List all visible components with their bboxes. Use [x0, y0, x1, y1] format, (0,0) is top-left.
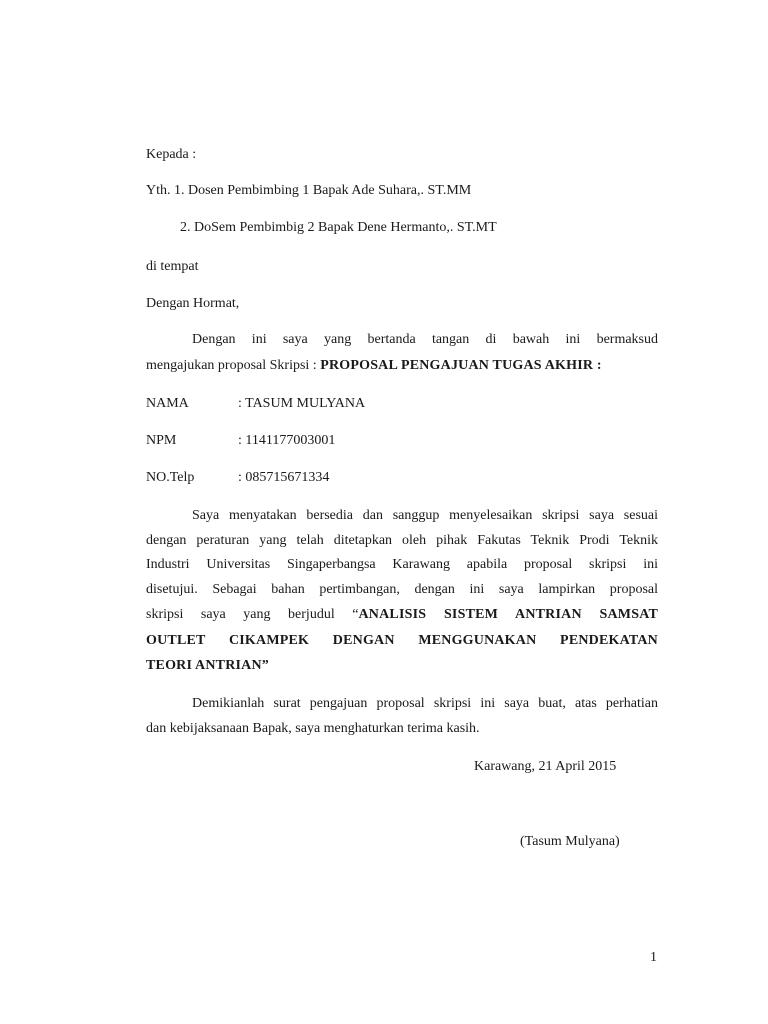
body-line-3: Industri Universitas Singaperbangsa Karawang apabila proposal skripsi ini [146, 557, 658, 572]
field-label: NAMA [146, 396, 189, 411]
field-label: NPM [146, 433, 177, 448]
page-number: 1 [650, 950, 657, 965]
thesis-title-part-3: TEORI ANTRIAN” [146, 658, 269, 673]
proposal-heading: PROPOSAL PENGAJUAN TUGAS AKHIR : [320, 358, 602, 373]
body-line-2: dengan peraturan yang telah ditetapkan oleh pihak Fakutas Teknik Prodi Teknik [146, 533, 658, 548]
body-line-4: disetujui. Sebagai bahan pertimbangan, dengan ini saya lampirkan proposal [146, 582, 658, 597]
recipient-1: Yth. 1. Dosen Pembimbing 1 Bapak Ade Suhara,. ST.MM [146, 183, 472, 198]
place-date: Karawang, 21 April 2015 [474, 759, 617, 774]
recipient-2: 2. DoSem Pembimbig 2 Bapak Dene Hermanto,. ST.MT [180, 220, 497, 235]
body-line-5 [146, 606, 658, 624]
thesis-title-part-1: ANALISIS SISTEM ANTRIAN SAMSAT [358, 607, 659, 622]
intro-line-1: Dengan ini saya yang bertanda tangan di bawah ini bermaksud [192, 332, 658, 347]
field-label: NO.Telp [146, 470, 195, 485]
field-value: : 085715671334 [238, 470, 330, 485]
thesis-title-part-2: OUTLET CIKAMPEK DENGAN MENGGUNAKAN PENDEKATAN [146, 633, 658, 648]
body-line-1: Saya menyatakan bersedia dan sanggup menyelesaikan skripsi saya sesuai [192, 508, 658, 523]
greeting: Dengan Hormat, [146, 296, 240, 311]
signature-name: (Tasum Mulyana) [520, 834, 620, 849]
closing-line-2: dan kebijaksanaan Bapak, saya menghaturkan terima kasih. [146, 721, 480, 736]
field-value: : 1141177003001 [238, 433, 336, 448]
recipient-place: di tempat [146, 259, 199, 274]
intro-line-2 [146, 357, 602, 375]
field-value: : TASUM MULYANA [238, 396, 366, 411]
closing-line-1: Demikianlah surat pengajuan proposal skripsi ini saya buat, atas perhatian [192, 696, 658, 711]
salutation-kepada: Kepada : [146, 147, 197, 162]
intro-plain-text: mengajukan proposal Skripsi : [146, 358, 321, 373]
body-plain-text: skripsi saya yang berjudul “ [146, 607, 359, 622]
